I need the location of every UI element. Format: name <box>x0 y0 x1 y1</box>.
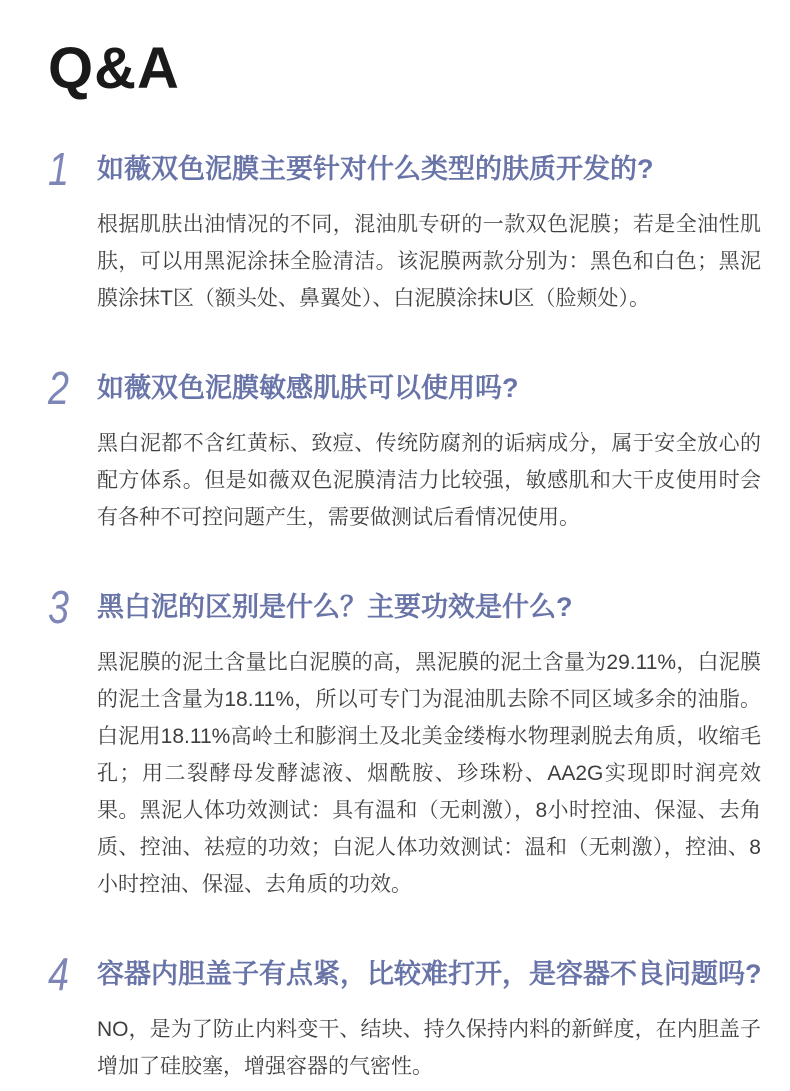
question-row <box>48 362 762 414</box>
page-title: Q&A <box>48 36 180 101</box>
question-text: 如薇双色泥膜敏感肌肤可以使用吗? <box>97 373 519 403</box>
qa-item-1 <box>48 143 762 317</box>
question-number: 1 <box>48 143 69 195</box>
qa-item-4 <box>48 948 762 1085</box>
question-row <box>48 948 762 1000</box>
question-number: 3 <box>48 581 69 633</box>
answer-text: 根据肌肤出油情况的不同，混油肌专研的一款双色泥膜；若是全油性肌肤，可以用黑泥涂抹全脸清洁。该泥膜两款分别为：黑色和白色；黑泥膜涂抹T区（额头处、鼻翼处）、白泥膜涂抹U区（脸颊处）。 <box>97 213 761 310</box>
question-text: 容器内胆盖子有点紧，比较难打开，是容器不良问题吗? <box>97 959 762 989</box>
answer-text: NO，是为了防止内料变干、结块、持久保持内料的新鲜度，在内胆盖子增加了硅胶塞，增强容器的气密性。 <box>97 1018 761 1078</box>
qa-item-2 <box>48 362 762 536</box>
question-row <box>48 143 762 195</box>
answer-text: 黑白泥都不含红黄标、致痘、传统防腐剂的诟病成分，属于安全放心的配方体系。但是如薇双色泥膜清洁力比较强，敏感肌和大干皮使用时会有各种不可控问题产生，需要做测试后看情况使用。 <box>97 432 761 529</box>
qa-item-3 <box>48 581 762 903</box>
question-text: 黑白泥的区别是什么？主要功效是什么? <box>97 592 573 622</box>
question-text: 如薇双色泥膜主要针对什么类型的肤质开发的? <box>97 154 654 184</box>
question-number: 4 <box>48 948 69 1000</box>
question-number: 2 <box>48 362 69 414</box>
question-row <box>48 581 762 633</box>
answer-text: 黑泥膜的泥土含量比白泥膜的高，黑泥膜的泥土含量为29.11%，白泥膜的泥土含量为18.11%，所以可专门为混油肌去除不同区域多余的油脂。白泥用18.11%高岭土和膨润土及北美金缕梅水物理剥脱去角质，收缩毛孔；用二裂酵母发酵滤液、烟酰胺、珍珠粉、AA2G实现即时润亮效果。黑泥人体功效测试：具有温和（无刺激），8小时控油、保湿、去角质、控油、祛痘的功效；白泥人体功效测试：温和（无刺激），控油、8小时控油、保湿、去角质的功效。 <box>97 651 761 896</box>
